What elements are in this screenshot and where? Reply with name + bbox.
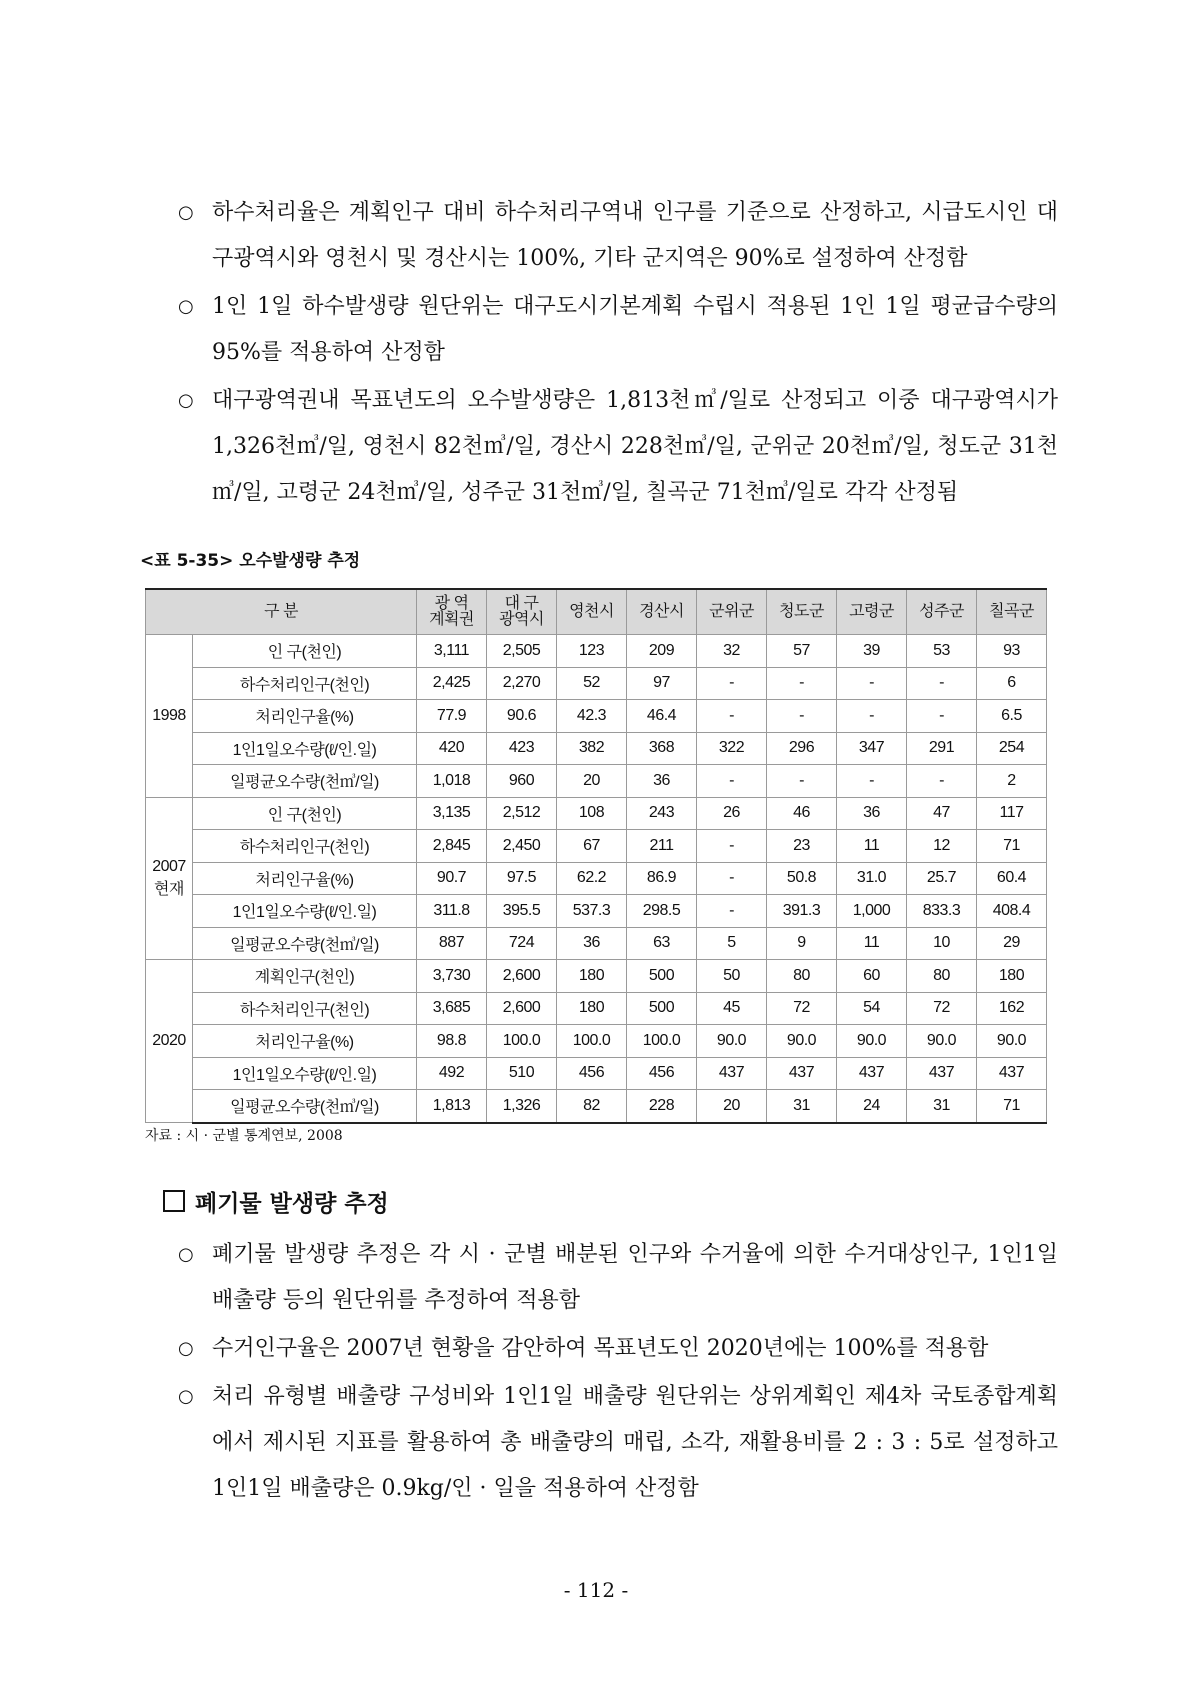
value-cell: 391.3	[767, 895, 837, 928]
value-cell: 9	[767, 927, 837, 960]
value-cell: 322	[697, 732, 767, 765]
page-number: - 112 -	[563, 1578, 629, 1602]
value-cell: 347	[837, 732, 907, 765]
value-cell: 52	[557, 667, 627, 700]
checkbox-square-icon	[163, 1190, 185, 1212]
row-label: 1인1일오수량(ℓ/인.일)	[193, 732, 417, 765]
value-cell: 1,018	[417, 765, 487, 798]
value-cell: 311.8	[417, 895, 487, 928]
table-row	[146, 732, 1047, 765]
value-cell: 98.8	[417, 1025, 487, 1058]
table-row	[146, 1057, 1047, 1090]
value-cell: -	[697, 765, 767, 798]
value-cell: 97.5	[487, 862, 557, 895]
value-cell: 180	[557, 960, 627, 993]
value-cell: 71	[977, 830, 1047, 863]
row-label: 일평균오수량(천㎥/일)	[193, 765, 417, 798]
row-label: 인 구(천인)	[193, 797, 417, 830]
intro-bullet-2	[178, 284, 1058, 376]
table-row	[146, 667, 1047, 700]
bullet-text: 폐기물 발생량 추정은 각 시 · 군별 배분된 인구와 수거율에 의한 수거대상인구, 1인1일 배출량 등의 원단위를 추정하여 적용함	[212, 1242, 1058, 1313]
row-label: 처리인구율(%)	[193, 862, 417, 895]
value-cell: 6.5	[977, 700, 1047, 733]
row-label: 1인1일오수량(ℓ/인.일)	[193, 895, 417, 928]
header-yeongcheon: 영천시	[557, 589, 627, 635]
value-cell: 72	[907, 992, 977, 1025]
value-cell: 71	[977, 1090, 1047, 1123]
value-cell: 456	[627, 1057, 697, 1090]
value-cell: -	[767, 765, 837, 798]
value-cell: 1,813	[417, 1090, 487, 1123]
bullet-text: 대구광역권내 목표년도의 오수발생량은 1,813천㎥/일로 산정되고 이중 대구광역시가 1,326천㎥/일, 영천시 82천㎥/일, 경산시 228천㎥/일, 군위군 20천㎥/일, 청도군 31천㎥/일, 고령군 24천㎥/일, 성주군 31천㎥/일, 칠곡군 71천㎥/일로 각각 산정됨	[212, 388, 1058, 505]
value-cell: 93	[977, 635, 1047, 668]
value-cell: 100.0	[487, 1025, 557, 1058]
value-cell: 39	[837, 635, 907, 668]
header-daegu: 대 구 광역시	[487, 589, 557, 635]
value-cell: 1,326	[487, 1090, 557, 1123]
sewage-estimate-table	[145, 588, 1047, 1124]
value-cell: 25.7	[907, 862, 977, 895]
value-cell: -	[907, 765, 977, 798]
value-cell: 228	[627, 1090, 697, 1123]
intro-bullet-3	[178, 378, 1058, 516]
value-cell: 724	[487, 927, 557, 960]
value-cell: 437	[907, 1057, 977, 1090]
section-bullet-list	[178, 1232, 1058, 1514]
value-cell: 2,505	[487, 635, 557, 668]
bullet-mark: ○	[178, 202, 194, 223]
value-cell: 2,425	[417, 667, 487, 700]
value-cell: 60.4	[977, 862, 1047, 895]
table-row	[146, 700, 1047, 733]
value-cell: 45	[697, 992, 767, 1025]
value-cell: 408.4	[977, 895, 1047, 928]
value-cell: 90.7	[417, 862, 487, 895]
value-cell: 243	[627, 797, 697, 830]
value-cell: 67	[557, 830, 627, 863]
value-cell: 60	[837, 960, 907, 993]
year-cell: 2020	[146, 960, 193, 1123]
value-cell: 80	[907, 960, 977, 993]
value-cell: 36	[627, 765, 697, 798]
value-cell: 97	[627, 667, 697, 700]
value-cell: 90.0	[767, 1025, 837, 1058]
value-cell: 3,730	[417, 960, 487, 993]
value-cell: 420	[417, 732, 487, 765]
value-cell: 63	[627, 927, 697, 960]
table-header-row	[146, 589, 1047, 635]
table-row	[146, 1025, 1047, 1058]
section-bullet-2	[178, 1326, 1058, 1372]
header-chilgok: 칠곡군	[977, 589, 1047, 635]
value-cell: 20	[557, 765, 627, 798]
value-cell: 32	[697, 635, 767, 668]
value-cell: 3,685	[417, 992, 487, 1025]
value-cell: 437	[837, 1057, 907, 1090]
table-row	[146, 960, 1047, 993]
header-gubun: 구 분	[146, 589, 417, 635]
row-label: 하수처리인구(천인)	[193, 992, 417, 1025]
value-cell: 11	[837, 927, 907, 960]
value-cell: 57	[767, 635, 837, 668]
table-row	[146, 1090, 1047, 1123]
value-cell: 42.3	[557, 700, 627, 733]
value-cell: -	[697, 830, 767, 863]
table-row	[146, 895, 1047, 928]
header-metro-area: 광 역 계획권	[417, 589, 487, 635]
section-bullet-3	[178, 1374, 1058, 1512]
row-label: 계획인구(천인)	[193, 960, 417, 993]
value-cell: 20	[697, 1090, 767, 1123]
value-cell: 537.3	[557, 895, 627, 928]
value-cell: 80	[767, 960, 837, 993]
value-cell: 47	[907, 797, 977, 830]
value-cell: 90.0	[907, 1025, 977, 1058]
value-cell: 1,000	[837, 895, 907, 928]
intro-bullet-list	[178, 190, 1058, 518]
value-cell: -	[697, 862, 767, 895]
value-cell: 10	[907, 927, 977, 960]
value-cell: 6	[977, 667, 1047, 700]
value-cell: 26	[697, 797, 767, 830]
table-row	[146, 862, 1047, 895]
value-cell: 296	[767, 732, 837, 765]
value-cell: -	[697, 895, 767, 928]
bullet-mark: ○	[178, 296, 194, 317]
value-cell: 31.0	[837, 862, 907, 895]
value-cell: 437	[977, 1057, 1047, 1090]
year-cell: 1998	[146, 635, 193, 798]
value-cell: -	[837, 700, 907, 733]
row-label: 하수처리인구(천인)	[193, 667, 417, 700]
row-label: 하수처리인구(천인)	[193, 830, 417, 863]
value-cell: 23	[767, 830, 837, 863]
row-label: 인 구(천인)	[193, 635, 417, 668]
value-cell: -	[767, 700, 837, 733]
value-cell: 209	[627, 635, 697, 668]
value-cell: 82	[557, 1090, 627, 1123]
bullet-mark: ○	[178, 390, 194, 411]
value-cell: 24	[837, 1090, 907, 1123]
table-body	[146, 635, 1047, 1123]
intro-bullet-1	[178, 190, 1058, 282]
bullet-mark: ○	[178, 1338, 194, 1359]
value-cell: 3,135	[417, 797, 487, 830]
bullet-text: 하수처리율은 계획인구 대비 하수처리구역내 인구를 기준으로 산정하고, 시급도시인 대구광역시와 영천시 및 경산시는 100%, 기타 군지역은 90%로 설정하여 산정함	[212, 200, 1058, 271]
value-cell: 2,270	[487, 667, 557, 700]
value-cell: 2,450	[487, 830, 557, 863]
value-cell: 36	[557, 927, 627, 960]
value-cell: -	[697, 700, 767, 733]
value-cell: 437	[697, 1057, 767, 1090]
table-source: 자료 : 시 · 군별 통계연보, 2008	[145, 1128, 343, 1144]
value-cell: 90.0	[977, 1025, 1047, 1058]
value-cell: 437	[767, 1057, 837, 1090]
value-cell: 46.4	[627, 700, 697, 733]
value-cell: -	[837, 667, 907, 700]
value-cell: 90.0	[697, 1025, 767, 1058]
value-cell: 123	[557, 635, 627, 668]
value-cell: 36	[837, 797, 907, 830]
value-cell: -	[907, 667, 977, 700]
value-cell: 2,600	[487, 992, 557, 1025]
value-cell: 50.8	[767, 862, 837, 895]
bullet-text: 처리 유형별 배출량 구성비와 1인1일 배출량 원단위는 상위계획인 제4차 국토종합계획에서 제시된 지표를 활용하여 총 배출량의 매립, 소각, 재활용비를 2 : 3 : 5로 설정하고 1인1일 배출량은 0.9kg/인 · 일을 적용하여 산정함	[212, 1384, 1058, 1501]
table-row	[146, 797, 1047, 830]
value-cell: 162	[977, 992, 1047, 1025]
value-cell: 62.2	[557, 862, 627, 895]
value-cell: 2,845	[417, 830, 487, 863]
table-caption: <표 5-35> 오수발생량 추정	[140, 551, 361, 571]
value-cell: 500	[627, 960, 697, 993]
value-cell: 500	[627, 992, 697, 1025]
value-cell: 492	[417, 1057, 487, 1090]
value-cell: 11	[837, 830, 907, 863]
value-cell: 382	[557, 732, 627, 765]
value-cell: 29	[977, 927, 1047, 960]
value-cell: 180	[977, 960, 1047, 993]
bullet-mark: ○	[178, 1386, 194, 1407]
value-cell: 5	[697, 927, 767, 960]
header-gyeongsan: 경산시	[627, 589, 697, 635]
value-cell: 2,600	[487, 960, 557, 993]
table-row	[146, 765, 1047, 798]
section-bullet-1	[178, 1232, 1058, 1324]
header-goryeong: 고령군	[837, 589, 907, 635]
value-cell: 100.0	[557, 1025, 627, 1058]
value-cell: 86.9	[627, 862, 697, 895]
value-cell: 368	[627, 732, 697, 765]
header-seongju: 성주군	[907, 589, 977, 635]
value-cell: 2,512	[487, 797, 557, 830]
value-cell: 3,111	[417, 635, 487, 668]
bullet-text: 1인 1일 하수발생량 원단위는 대구도시기본계획 수립시 적용된 1인 1일 평균급수량의 95%를 적용하여 산정함	[212, 294, 1058, 365]
value-cell: 100.0	[627, 1025, 697, 1058]
value-cell: -	[697, 667, 767, 700]
row-label: 일평균오수량(천㎥/일)	[193, 1090, 417, 1123]
section-title	[163, 1185, 389, 1218]
value-cell: 54	[837, 992, 907, 1025]
value-cell: 291	[907, 732, 977, 765]
value-cell: 180	[557, 992, 627, 1025]
row-label: 처리인구율(%)	[193, 700, 417, 733]
value-cell: 887	[417, 927, 487, 960]
value-cell: 90.6	[487, 700, 557, 733]
value-cell: -	[907, 700, 977, 733]
value-cell: -	[837, 765, 907, 798]
header-cheongdo: 청도군	[767, 589, 837, 635]
year-cell: 2007 현재	[146, 797, 193, 960]
value-cell: 31	[767, 1090, 837, 1123]
value-cell: 77.9	[417, 700, 487, 733]
header-gunwi: 군위군	[697, 589, 767, 635]
value-cell: 50	[697, 960, 767, 993]
bullet-mark: ○	[178, 1244, 194, 1265]
row-label: 처리인구율(%)	[193, 1025, 417, 1058]
value-cell: 12	[907, 830, 977, 863]
value-cell: -	[767, 667, 837, 700]
value-cell: 960	[487, 765, 557, 798]
value-cell: 2	[977, 765, 1047, 798]
section-title-text: 폐기물 발생량 추정	[195, 1190, 389, 1217]
value-cell: 254	[977, 732, 1047, 765]
value-cell: 298.5	[627, 895, 697, 928]
value-cell: 53	[907, 635, 977, 668]
value-cell: 90.0	[837, 1025, 907, 1058]
value-cell: 31	[907, 1090, 977, 1123]
row-label: 1인1일오수량(ℓ/인.일)	[193, 1057, 417, 1090]
value-cell: 395.5	[487, 895, 557, 928]
table-row	[146, 927, 1047, 960]
value-cell: 46	[767, 797, 837, 830]
value-cell: 72	[767, 992, 837, 1025]
value-cell: 833.3	[907, 895, 977, 928]
value-cell: 108	[557, 797, 627, 830]
value-cell: 117	[977, 797, 1047, 830]
value-cell: 456	[557, 1057, 627, 1090]
table-row	[146, 830, 1047, 863]
row-label: 일평균오수량(천㎥/일)	[193, 927, 417, 960]
value-cell: 211	[627, 830, 697, 863]
table-row	[146, 635, 1047, 668]
value-cell: 510	[487, 1057, 557, 1090]
table-row	[146, 992, 1047, 1025]
value-cell: 423	[487, 732, 557, 765]
bullet-text: 수거인구율은 2007년 현황을 감안하여 목표년도인 2020년에는 100%를 적용함	[212, 1336, 989, 1361]
